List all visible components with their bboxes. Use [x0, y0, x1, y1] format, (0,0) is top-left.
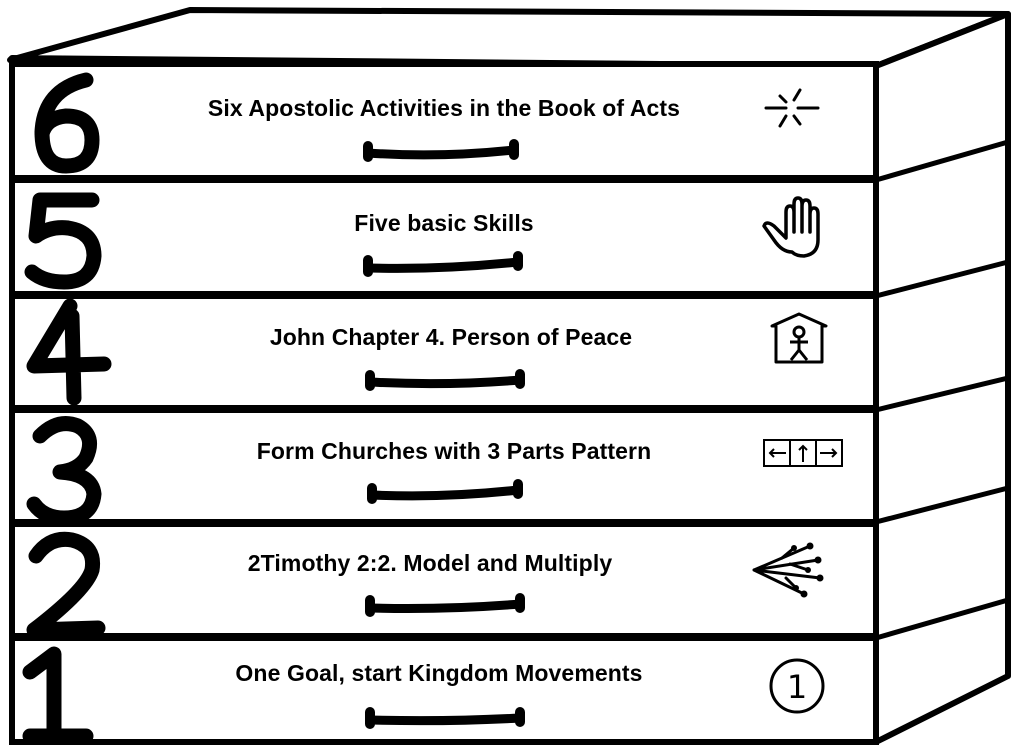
drawer-title-2: 2Timothy 2:2. Model and Multiply: [247, 550, 613, 576]
cabinet-top: [10, 10, 1008, 66]
drawer-front-1: [12, 638, 876, 742]
drawer-handle-2: [370, 604, 520, 609]
drawer-title-6: Six Apostolic Activities in the Book of Acts: [207, 95, 681, 121]
drawer-title-4: John Chapter 4. Person of Peace: [269, 324, 633, 350]
drawer-front-3: [12, 410, 876, 522]
circled-one-label: 1: [786, 668, 808, 706]
drawer-fronts: [12, 64, 876, 742]
drawer-handle-1: [370, 718, 520, 721]
drawer-front-5: [12, 180, 876, 294]
drawer-title-5: Five basic Skills: [354, 210, 534, 236]
drawer-title-1: One Goal, start Kingdom Movements: [235, 660, 643, 686]
drawer-handle-4: [370, 380, 520, 384]
drawer-front-4: [12, 296, 876, 408]
drawer-title-3: Form Churches with 3 Parts Pattern: [256, 438, 652, 464]
drawer-handle-6: [368, 150, 514, 155]
drawer-front-2: [12, 524, 876, 636]
